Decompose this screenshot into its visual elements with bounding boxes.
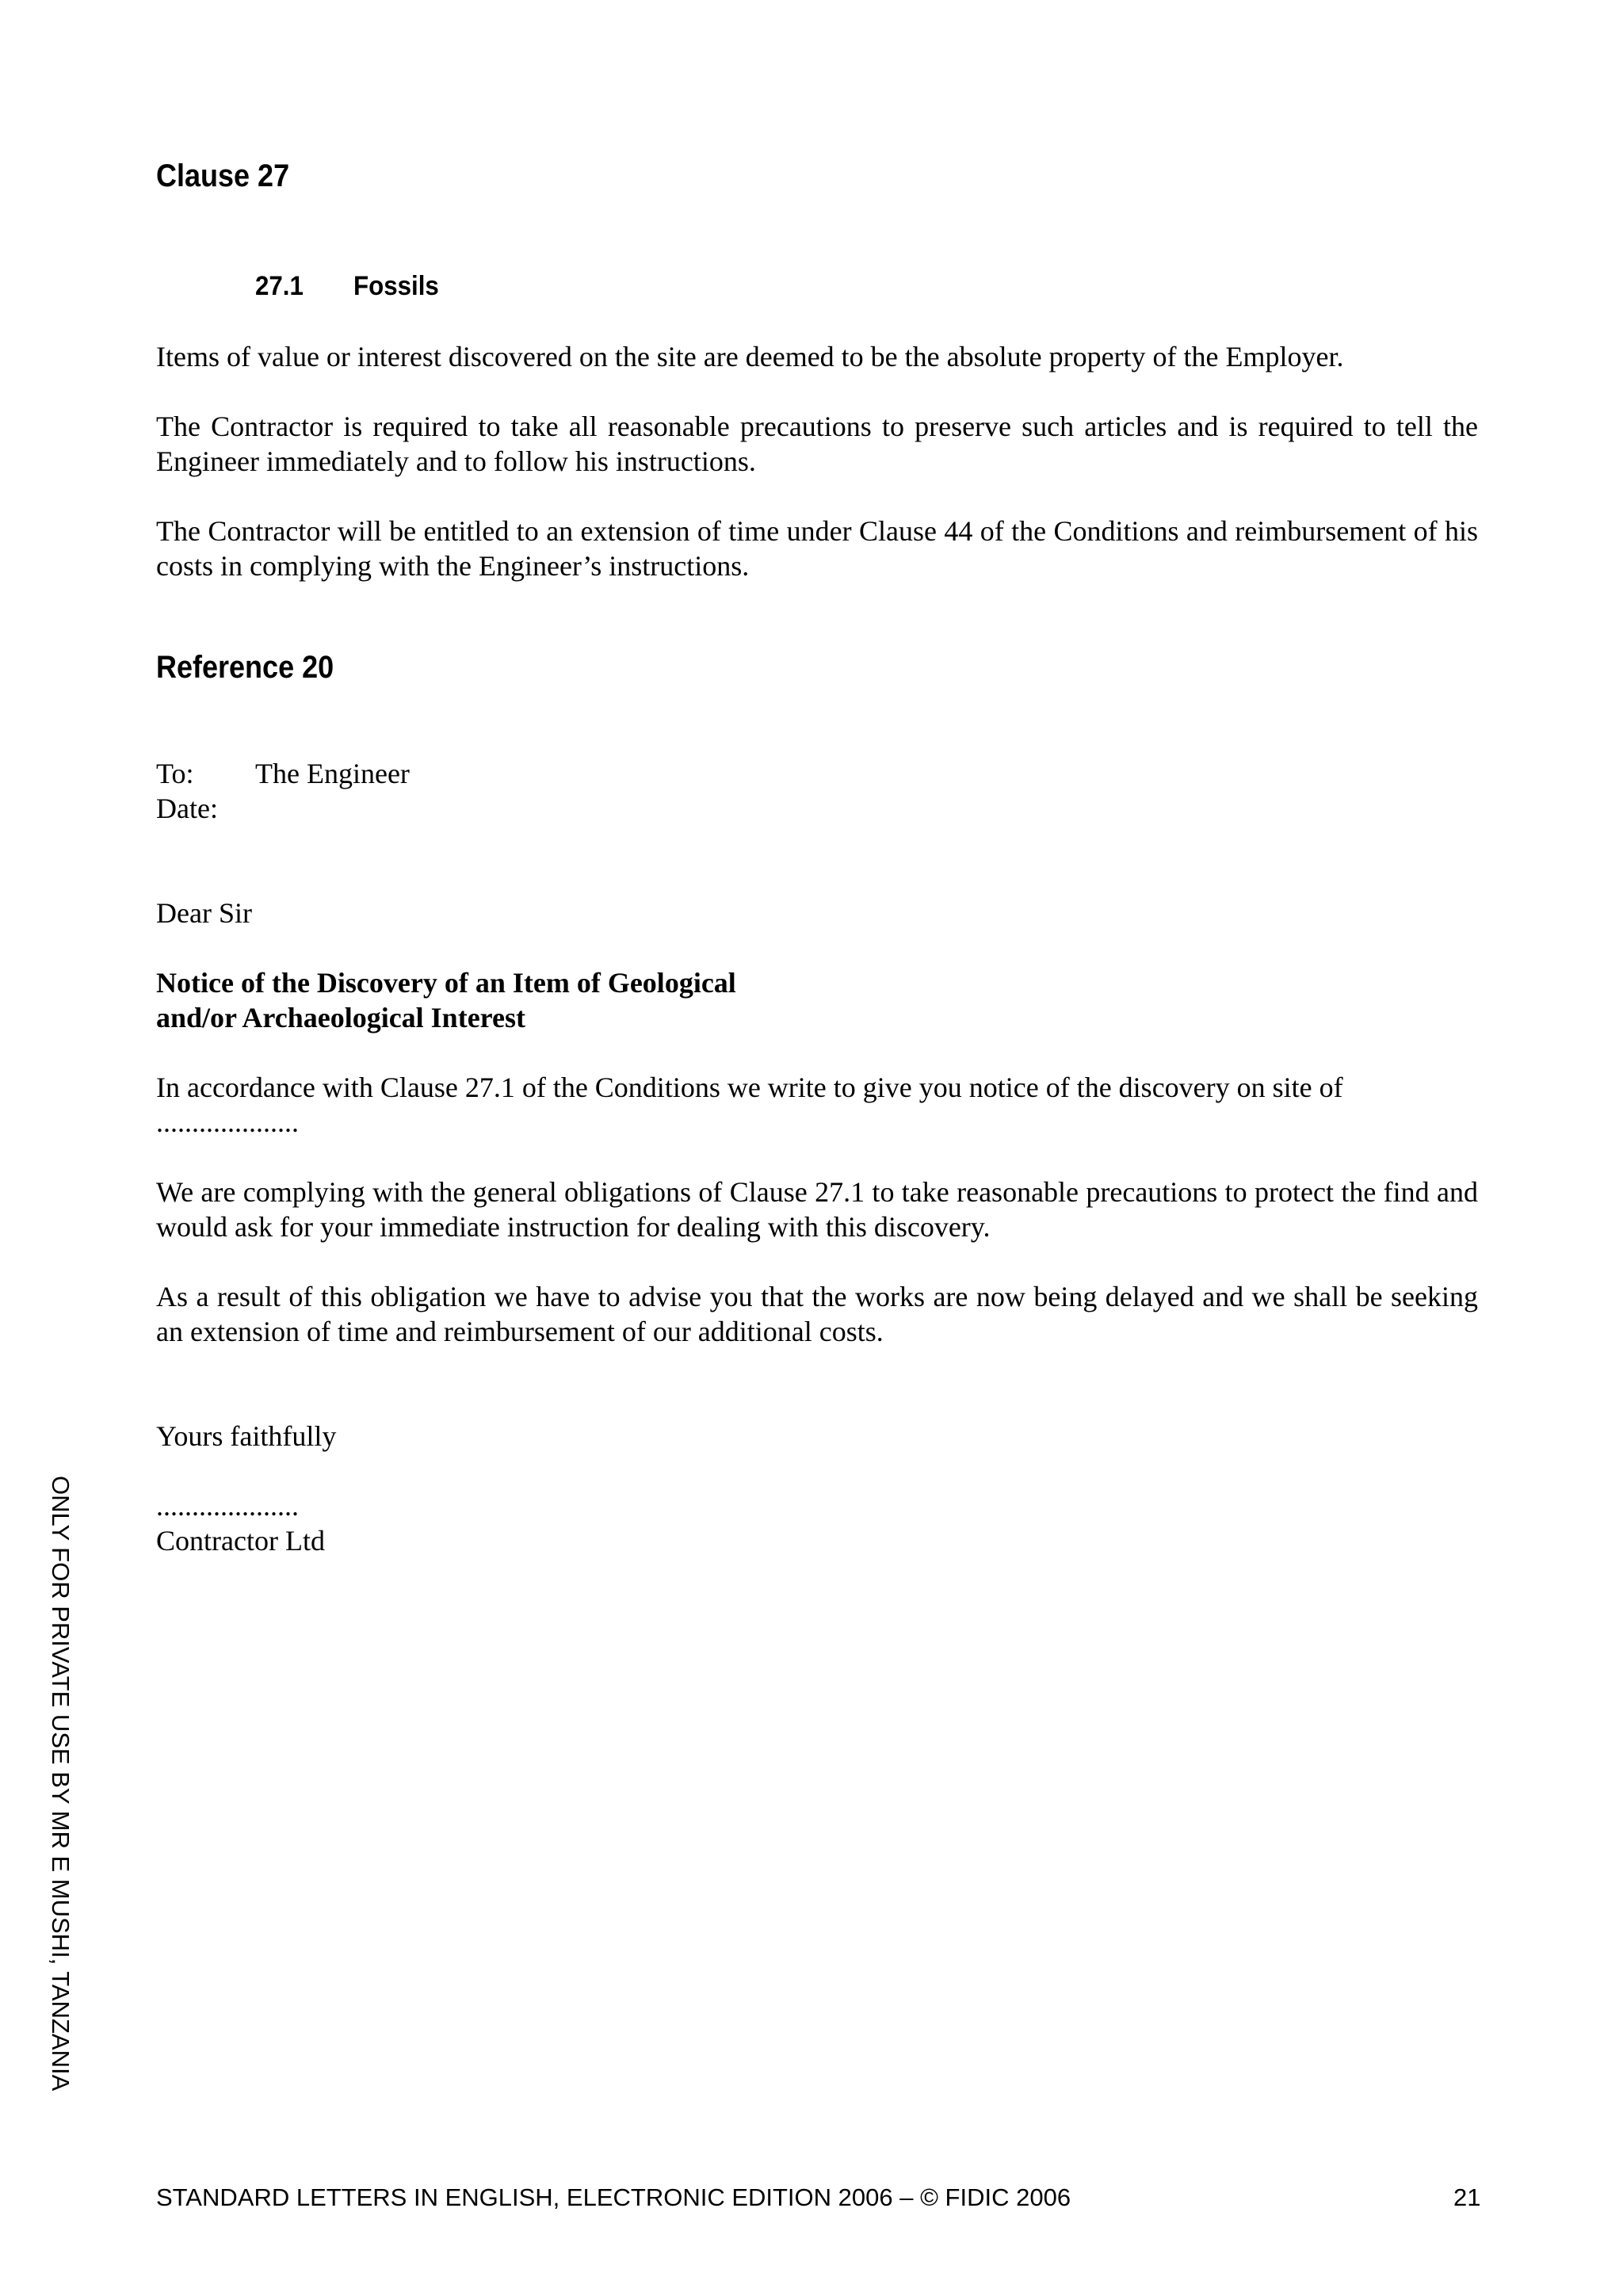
closing: Yours faithfully — [156, 1420, 337, 1452]
letter-body-1 — [156, 1070, 1478, 1140]
footer-text: STANDARD LETTERS IN ENGLISH, ELECTRONIC EDITION 2006 – © FIDIC 2006 — [156, 2183, 1071, 2211]
signatory: Contractor Ltd — [156, 1525, 325, 1557]
letter-body-1-blank: .................... — [156, 1106, 299, 1138]
subclause-title: Fossils — [353, 271, 439, 301]
letter-body-3: As a result of this obligation we have to advise you that the works are now being delayed and we shall be seeking an extension of time and reimbursement of our additional costs. — [156, 1281, 1478, 1347]
reference-title: Reference 20 — [156, 650, 334, 685]
to-value: The Engineer — [255, 758, 410, 789]
letter-body-1-text: In accordance with Clause 27.1 of the Conditions we write to give you notice of the discovery on site of — [156, 1072, 1343, 1103]
clause-paragraph-3: The Contractor will be entitled to an extension of time under Clause 44 of the Conditions and reimbursement of his costs in complying with the Engineer’s instructions. — [156, 515, 1478, 582]
clause-paragraph-2: The Contractor is required to take all reasonable precautions to preserve such articles and is required to tell the Engineer immediately and to follow his instructions. — [156, 411, 1478, 477]
subject-line-1: Notice of the Discovery of an Item of Geological — [156, 967, 736, 999]
letter-body-2: We are complying with the general obligations of Clause 27.1 to take reasonable precautions to protect the find and would ask for your immediate instruction for dealing with this discovery. — [156, 1176, 1478, 1243]
clause-paragraph-1: Items of value or interest discovered on the site are deemed to be the absolute property of the Employer. — [156, 341, 1344, 372]
to-label: To: — [156, 758, 194, 789]
subject-line-2: and/or Archaeological Interest — [156, 1002, 525, 1033]
clause-title: Clause 27 — [156, 159, 290, 193]
date-label: Date: — [156, 793, 218, 824]
private-use-watermark: ONLY FOR PRIVATE USE BY MR E MUSHI, TANZANIA — [47, 1476, 74, 2092]
page-number: 21 — [1453, 2183, 1481, 2211]
subclause-number: 27.1 — [255, 271, 304, 301]
salutation: Dear Sir — [156, 897, 252, 929]
signature-blank: .................... — [156, 1490, 299, 1522]
letter-subject — [156, 965, 1478, 1035]
